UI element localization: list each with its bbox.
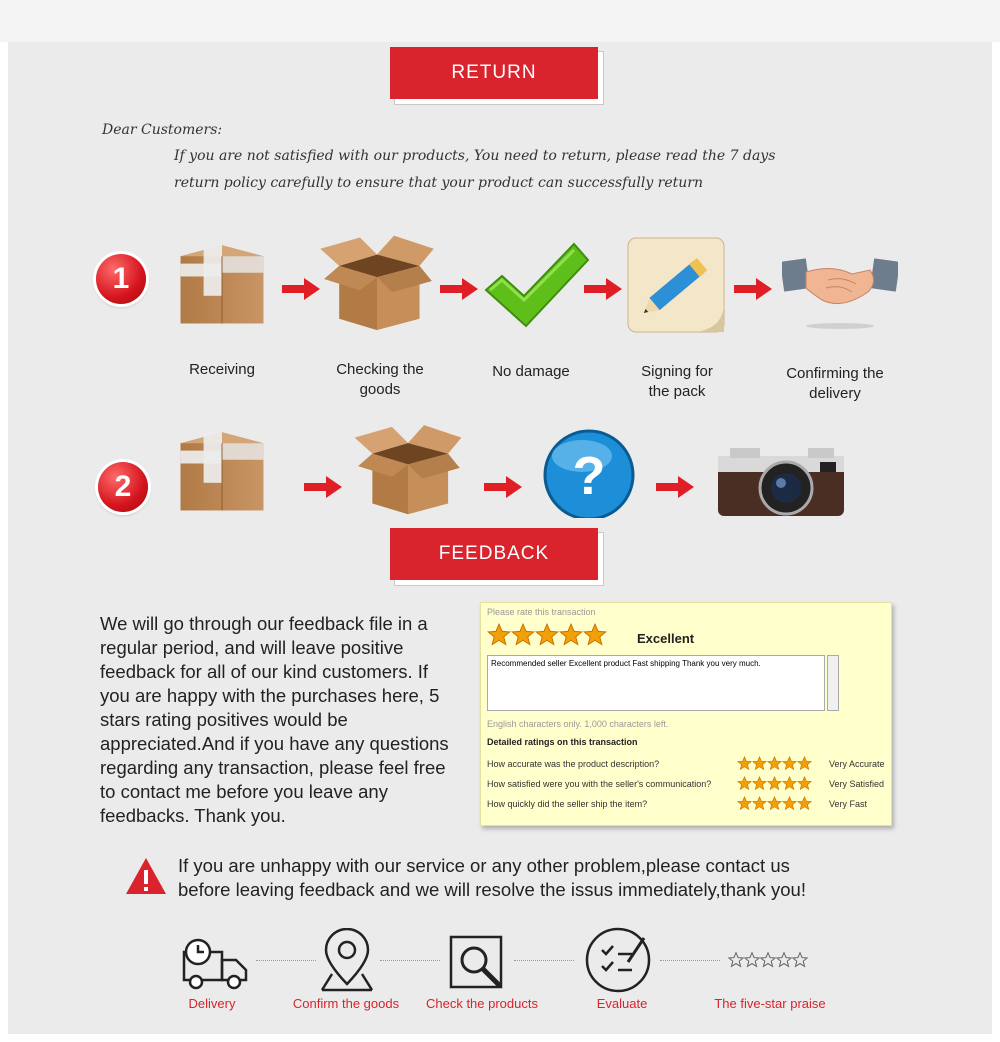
flow-label-delivery: Delivery [188, 996, 236, 1011]
checklist-icon [584, 926, 654, 994]
step-label-no-damage: No damage [492, 363, 570, 380]
open-box-icon [318, 228, 436, 332]
arrow-right-icon [440, 278, 478, 300]
flow-label-check: Check the products [425, 996, 538, 1011]
step-label-checking: Checking the goods [336, 361, 424, 398]
star-icon [511, 623, 535, 647]
camera-icon [716, 444, 846, 516]
comment-scrollbar[interactable] [827, 655, 839, 711]
question-mark-icon [542, 428, 636, 518]
step-label-signing: Signing for the pack [641, 363, 713, 400]
detail-row [487, 799, 887, 809]
star-icon [535, 623, 559, 647]
intro-line-1: If you are not satisfied with our products, You need to return, please read the 7 days [174, 148, 776, 164]
arrow-right-icon [304, 476, 342, 498]
feedback-banner [390, 528, 598, 580]
intro-line-2: return policy carefully to ensure that your product can successfully return [174, 175, 704, 191]
delivery-truck-icon [180, 936, 250, 992]
arrow-right-icon [584, 278, 622, 300]
greeting: Dear Customers: [102, 122, 223, 138]
detail-result: Very Accurate [829, 759, 885, 769]
detail-question: How satisfied were you with the seller's communication? [487, 779, 712, 789]
star-icon [487, 623, 511, 647]
detail-result: Very Fast [829, 799, 868, 809]
detail-row [487, 759, 887, 769]
feedback-text: We will go through our feedback file in a regular period, and will leave positive feedback for all of our kind customers. If you are happy with the purchases here, 5 stars rating positives would be appreciated.And if you have any questions regarding any transaction, please feel free to contact me before you leave any feedbacks. Thank you. [100, 613, 449, 826]
flow-connector [660, 960, 720, 961]
arrow-right-icon [484, 476, 522, 498]
rating-word: Excellent [637, 631, 695, 646]
detail-stars[interactable] [737, 796, 812, 813]
flow-label-evaluate: Evaluate [596, 996, 648, 1011]
warning-line-2: before leaving feedback and we will resolve the issus immediately,thank you! [178, 879, 806, 900]
warning-line-1: If you are unhappy with our service or any other problem,please contact us [178, 855, 790, 876]
detail-stars[interactable] [737, 776, 812, 793]
arrow-right-icon [282, 278, 320, 300]
detail-question: How quickly did the seller ship the item? [487, 799, 648, 809]
detail-row [487, 779, 887, 789]
return-banner [390, 47, 598, 99]
warning-text [178, 854, 878, 902]
warning-icon [124, 856, 168, 896]
closed-box-icon [176, 422, 268, 516]
svg-text:?: ? [572, 446, 606, 506]
step-label-receiving: Receiving [189, 361, 255, 378]
arrow-right-icon [734, 278, 772, 300]
detail-stars[interactable] [737, 756, 812, 773]
flow-label-confirm: Confirm the goods [292, 996, 400, 1011]
review-panel [480, 602, 892, 826]
step-badge-2: 2 [98, 462, 148, 512]
rating-stars[interactable] [487, 623, 607, 647]
star-icon [559, 623, 583, 647]
flow-connector [256, 960, 316, 961]
comment-textarea[interactable] [487, 655, 825, 711]
handshake-icon [782, 252, 898, 332]
detailed-ratings-title: Detailed ratings on this transaction [487, 737, 638, 747]
flow-connector [380, 960, 440, 961]
star-icon [583, 623, 607, 647]
char-note: English characters only. 1,000 characters left. [487, 719, 669, 729]
detail-question: How accurate was the product description? [487, 759, 660, 769]
detail-result: Very Satisfied [829, 779, 885, 789]
arrow-right-icon [656, 476, 694, 498]
closed-box-icon [176, 232, 268, 332]
step-label-confirming: Confirming the delivery [786, 365, 884, 402]
flow-connector [514, 960, 574, 961]
step-badge-1: 1 [96, 254, 146, 304]
magnifier-icon [448, 934, 508, 992]
open-box-icon [348, 418, 468, 516]
return-title: RETURN [390, 47, 598, 99]
top-strip [0, 0, 1000, 42]
checkmark-icon [482, 240, 590, 330]
flow-label-five-star: The five-star praise [714, 996, 826, 1011]
pencil-icon [626, 236, 726, 334]
five-stars-icon [728, 952, 808, 973]
location-pin-icon [318, 928, 376, 992]
rate-prompt: Please rate this transaction [487, 607, 596, 617]
feedback-title: FEEDBACK [390, 528, 598, 580]
